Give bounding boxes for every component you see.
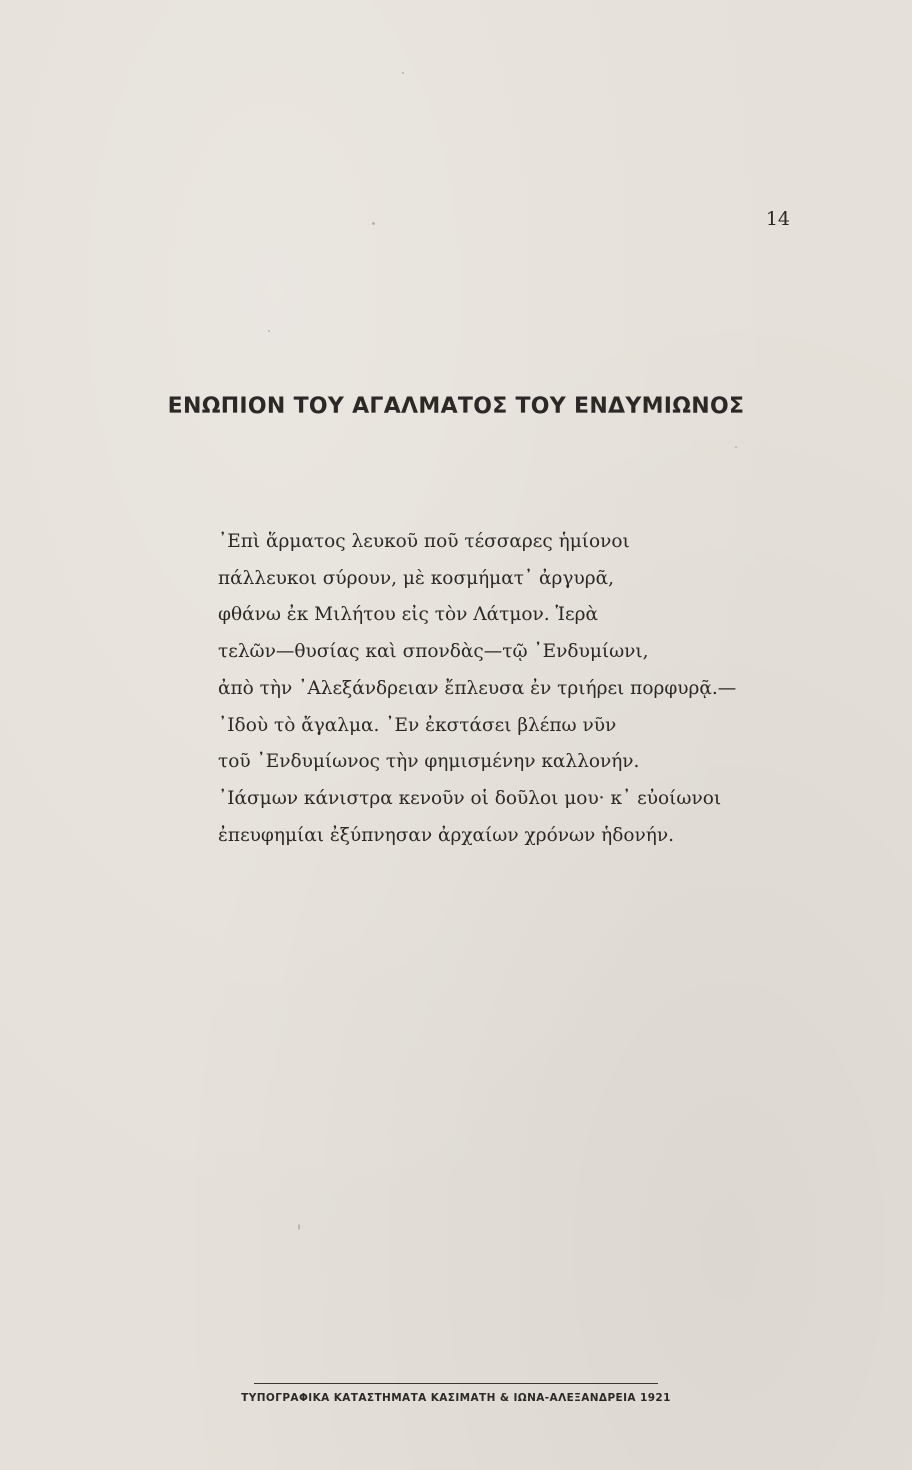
poem-line: ἀπὸ τὴν ᾿Αλεξάνδρειαν ἔπλευσα ἐν τριήρει πορφυρᾷ.—	[218, 677, 737, 699]
paper-speck	[735, 446, 737, 448]
poem-line: πάλλευκοι σύρουν, μὲ κοσμήματ᾿ ἀργυρᾶ,	[218, 567, 614, 589]
poem-line: ἐπευφημίαι ἐξύπνησαν ἀρχαίων χρόνων ἡδονήν.	[218, 824, 674, 846]
paper-speck	[402, 72, 404, 74]
poem-line: ᾿Ιδοὺ τὸ ἄγαλμα. ᾿Εν ἐκστάσει βλέπω νῦν	[218, 714, 617, 736]
page-number: 14	[765, 208, 790, 230]
poem-line: τοῦ ᾿Ενδυμίωνος τὴν φημισμένην καλλονήν.	[218, 751, 640, 773]
poem-line: τελῶν—θυσίας καὶ σπονδὰς—τῷ ᾿Ενδυμίωνι,	[218, 641, 649, 663]
paper-speck	[298, 1224, 300, 1230]
imprint-rule	[254, 1383, 658, 1384]
poem-line: ᾿Ιάσμων κάνιστρα κενοῦν οἱ δοῦλοι μου· κ᾿ εὐοίωνοι	[218, 787, 722, 809]
poem-body	[218, 524, 778, 854]
poem-line: φθάνω ἐκ Μιλήτου εἰς τὸν Λάτμον. Ἱερὰ	[218, 604, 598, 626]
printer-imprint: ΤΥΠΟΓΡΑΦΙΚΑ ΚΑΤΑΣΤΗΜΑΤΑ ΚΑΣΙΜΑΤΗ & ΙΩΝΑ-ΑΛΕΞΑΝΔΡΕΙΑ 1921	[241, 1392, 671, 1404]
paper-speck	[372, 222, 375, 225]
poem-title: ΕΝΩΠΙΟΝ ΤΟΥ ΑΓΑΛΜΑΤΟΣ ΤΟΥ ΕΝΔΥΜΙΩΝΟΣ	[167, 394, 745, 419]
paper-speck	[268, 330, 270, 332]
poem-line: ᾿Επὶ ἅρματος λευκοῦ ποῦ τέσσαρες ἡμίονοι	[218, 531, 630, 552]
